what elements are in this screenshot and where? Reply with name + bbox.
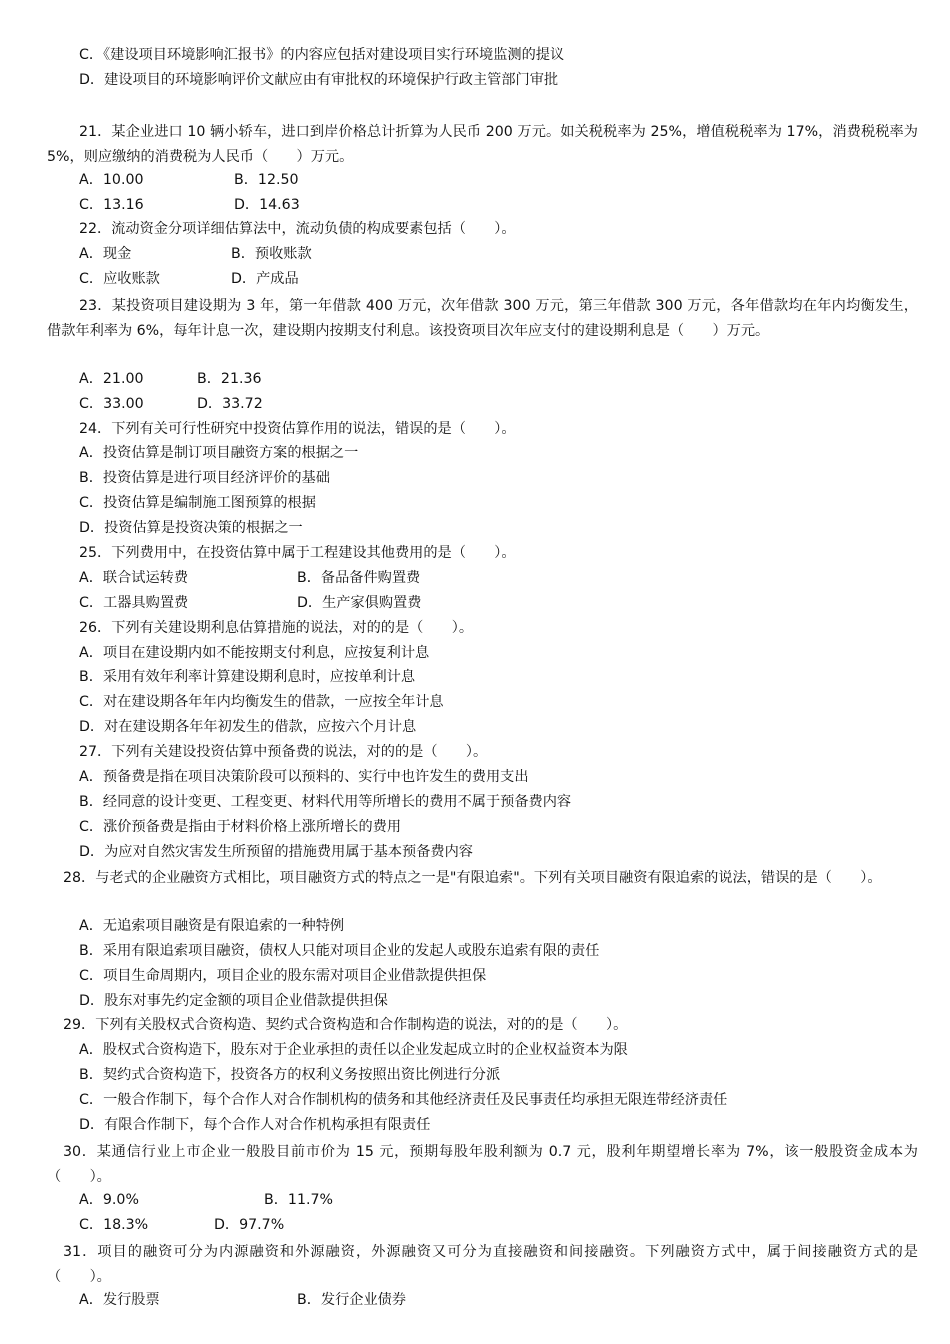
option-b: B．投资估算是进行项目经济评价的基础 (79, 470, 330, 486)
option-b: B．备品备件购置费 (297, 570, 421, 586)
option-c: C．投资估算是编制施工图预算的根据 (79, 495, 316, 511)
question-25-options-cd (79, 593, 918, 613)
option-b: B．采用有限追索项目融资，债权人只能对项目企业的发起人或股东追索有限的责任 (79, 943, 600, 959)
option-a: A．现金 (79, 246, 132, 262)
option-d: D．有限合作制下，每个合作人对合作机构承担有限责任 (79, 1117, 431, 1133)
option-a: A．项目在建设期内如不能按期支付利息，应按复利计息 (79, 645, 430, 661)
option-b: B．12.50 (234, 172, 299, 188)
option-a: A．预备费是指在项目决策阶段可以预料的、实行中也许发生的费用支出 (79, 769, 529, 785)
option-a: A．发行股票 (79, 1292, 160, 1308)
option-c: C．18.3% (79, 1217, 149, 1233)
question-30-options-ab (79, 1190, 918, 1210)
question-30: 30．某通信行业上市企业一般股目前市价为 15 元，预期每股年股利额为 0.7 元，股利年期望增长率为 7%，该一般股资金成本为（ ）。 (47, 1144, 918, 1185)
option-d: D．对在建设期各年年初发生的借款，应按六个月计息 (79, 719, 417, 735)
option-a: A．10.00 (79, 172, 144, 188)
question-27: 27．下列有关建设投资估算中预备费的说法，对的的是（ ）。 (79, 744, 488, 760)
option-b: B．采用有效年利率计算建设期利息时，应按单利计息 (79, 669, 416, 685)
option-d: D．97.7% (214, 1217, 285, 1233)
option-d: D．产成品 (231, 271, 299, 287)
option-c: C．对在建设期各年年内均衡发生的借款，一应按全年计息 (79, 694, 444, 710)
question-26: 26．下列有关建设期利息估算措施的说法，对的的是（ ）。 (79, 620, 474, 636)
option-c: C．13.16 (79, 197, 144, 213)
option-d: D．投资估算是投资决策的根据之一 (79, 520, 303, 536)
option-c: C．应收账款 (79, 271, 160, 287)
question-25: 25．下列费用中，在投资估算中属于工程建设其他费用的是（ ）。 (79, 545, 516, 561)
question-21: 21．某企业进口 10 辆小轿车，进口到岸价格总计折算为人民币 200 万元。如关税税率为 25%，增值税税率为 17%，消费税税率为 5%，则应缴纳的消费税为人民币（ ）万元。 (47, 124, 918, 165)
question-24: 24．下列有关可行性研究中投资估算作用的说法，错误的是（ ）。 (79, 421, 516, 437)
option-c: C．涨价预备费是指由于材料价格上涨所增长的费用 (79, 819, 402, 835)
option-b: B．预收账款 (231, 246, 312, 262)
question-29: 29．下列有关股权式合资构造、契约式合资构造和合作制构造的说法，对的的是（ ）。 (63, 1017, 628, 1033)
question-25-options-ab (79, 568, 918, 588)
question-22: 22．流动资金分项详细估算法中，流动负债的构成要素包括（ ）。 (79, 221, 516, 237)
option-a: A．投资估算是制订项目融资方案的根据之一 (79, 445, 359, 461)
option-a: A．21.00 (79, 371, 144, 387)
question-21-options-cd (79, 195, 918, 215)
option-d: D．为应对自然灾害发生所预留的措施费用属于基本预备费内容 (79, 844, 473, 860)
option-a: A．无追索项目融资是有限追索的一种特例 (79, 918, 345, 934)
option-c: C．33.00 (79, 396, 144, 412)
option-a: A．联合试运转费 (79, 570, 189, 586)
option-d: D．股东对事先约定金额的项目企业借款提供担保 (79, 993, 388, 1009)
option-c-prev: C．《建设项目环境影响汇报书》的内容应包括对建设项目实行环境监测的提议 (79, 47, 565, 63)
question-23: 23．某投资项目建设期为 3 年，第一年借款 400 万元，次年借款 300 万元，第三年借款 300 万元，各年借款均在年内均衡发生，借款年利率为 6%，每年计息一次，建设期内按期支付利息。该投资项目次年应支付的建设期利息是（ ）万元。 (47, 298, 918, 339)
question-22-options-ab (79, 244, 918, 264)
question-23-options-cd (79, 394, 918, 414)
option-c: C．工器具购置费 (79, 595, 189, 611)
option-b: B．11.7% (264, 1192, 333, 1208)
option-d: D．33.72 (197, 396, 263, 412)
option-d-prev: D．建设项目的环境影响评价文献应由有审批权的环境保护行政主管部门审批 (79, 72, 559, 88)
option-d: D．14.63 (234, 197, 300, 213)
question-28: 28．与老式的企业融资方式相比，项目融资方式的特点之一是"有限追索"。下列有关项目融资有限追索的说法，错误的是（ ）。 (63, 870, 882, 886)
option-b: B．经同意的设计变更、工程变更、材料代用等所增长的费用不属于预备费内容 (79, 794, 572, 810)
option-a: A．9.0% (79, 1192, 139, 1208)
option-c: C．项目生命周期内，项目企业的股东需对项目企业借款提供担保 (79, 968, 487, 984)
option-b: B．21.36 (197, 371, 262, 387)
option-a: A．股权式合资构造下，股东对于企业承担的责任以企业发起成立时的企业权益资本为限 (79, 1042, 628, 1058)
option-b: B．发行企业债券 (297, 1292, 407, 1308)
question-31-options-ab (79, 1290, 918, 1310)
option-c: C．一般合作制下，每个合作人对合作制机构的债务和其他经济责任及民事责任均承担无限连带经济责任 (79, 1092, 728, 1108)
question-22-options-cd (79, 269, 918, 289)
question-23-options-ab (79, 369, 918, 389)
question-21-options-ab (79, 170, 918, 190)
option-d: D．生产家俱购置费 (297, 595, 422, 611)
question-30-options-cd (79, 1215, 918, 1235)
question-31: 31．项目的融资可分为内源融资和外源融资，外源融资又可分为直接融资和间接融资。下列融资方式中，属于间接融资方式的是（ ）。 (47, 1244, 918, 1285)
option-b: B．契约式合资构造下，投资各方的权利义务按照出资比例进行分派 (79, 1067, 501, 1083)
